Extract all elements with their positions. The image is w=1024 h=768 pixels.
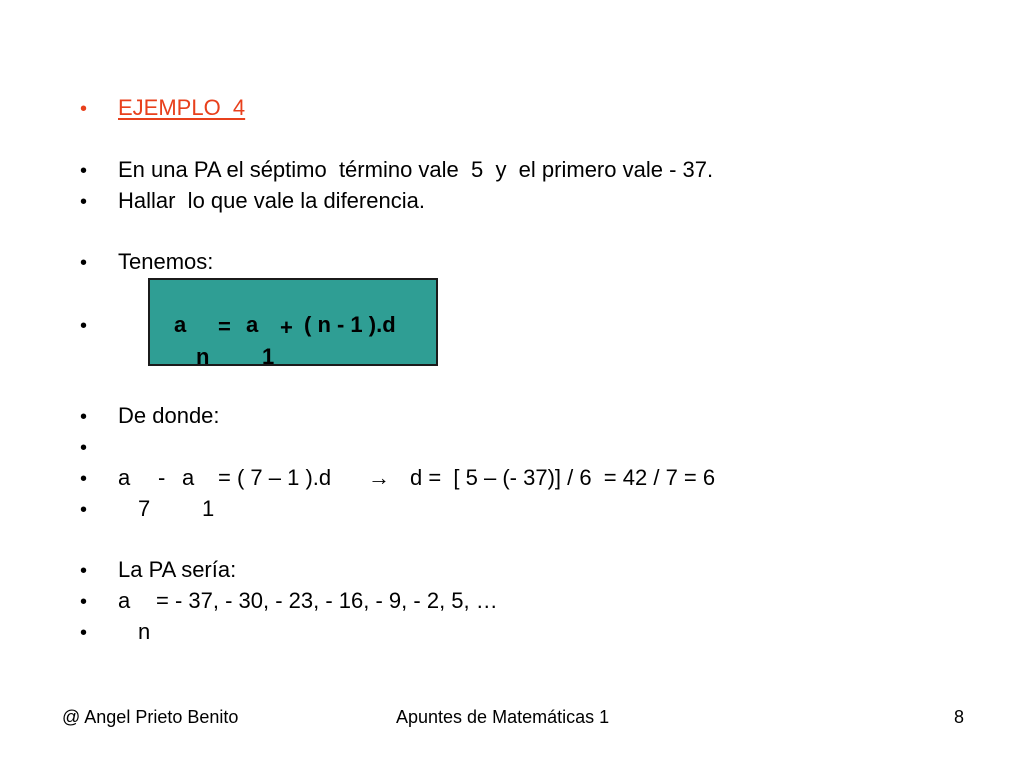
derivation-equation: = ( 7 – 1 ).d [218,465,332,490]
bullet: • [80,560,88,582]
bullet: • [80,160,88,182]
bullet: • [80,437,88,459]
derivation-minus: - [158,465,166,490]
bullet: • [80,499,88,521]
formula-equals: = [218,314,231,339]
footer-author: @ Angel Prieto Benito [62,707,239,727]
formula-subscript-n: n [196,344,210,369]
de-donde-label: De donde: [118,403,220,428]
derivation-subscript-1: 1 [202,496,215,521]
bullet: • [80,98,88,120]
pa-label: La PA sería: [118,557,237,582]
sequence-subscript-n: n [138,619,151,644]
footer-course: Apuntes de Matemáticas 1 [396,707,610,727]
formula-a-n: a [174,312,187,337]
derivation-result: d = [ 5 – (- 37)] / 6 = 42 / 7 = 6 [410,465,716,490]
formula-a-1: a [246,312,259,337]
derivation-subscript-7: 7 [138,496,151,521]
statement-line-1: En una PA el séptimo término vale 5 y el primero vale - 37. [118,157,714,182]
sequence-a: a [118,588,131,613]
formula-box [148,278,438,369]
arrow-right-icon: → [368,465,390,490]
bullet: • [80,315,88,337]
tenemos-label: Tenemos: [118,249,214,274]
sequence-values: = - 37, - 30, - 23, - 16, - 9, - 2, 5, … [156,588,498,613]
bullet: • [80,468,88,490]
formula-subscript-1: 1 [262,344,275,369]
bullet: • [80,252,88,274]
bullet: • [80,191,88,213]
bullet: • [80,622,88,644]
statement-line-2: Hallar lo que vale la diferencia. [118,188,425,213]
formula-rest: ( n - 1 ).d [304,312,396,337]
formula-plus: + [280,315,293,340]
derivation-a1: a [182,465,195,490]
derivation-a7: a [118,465,131,490]
bullet: • [80,591,88,613]
footer-page-number: 8 [954,707,965,727]
bullet: • [80,406,88,428]
slide-title: EJEMPLO 4 [118,95,246,120]
